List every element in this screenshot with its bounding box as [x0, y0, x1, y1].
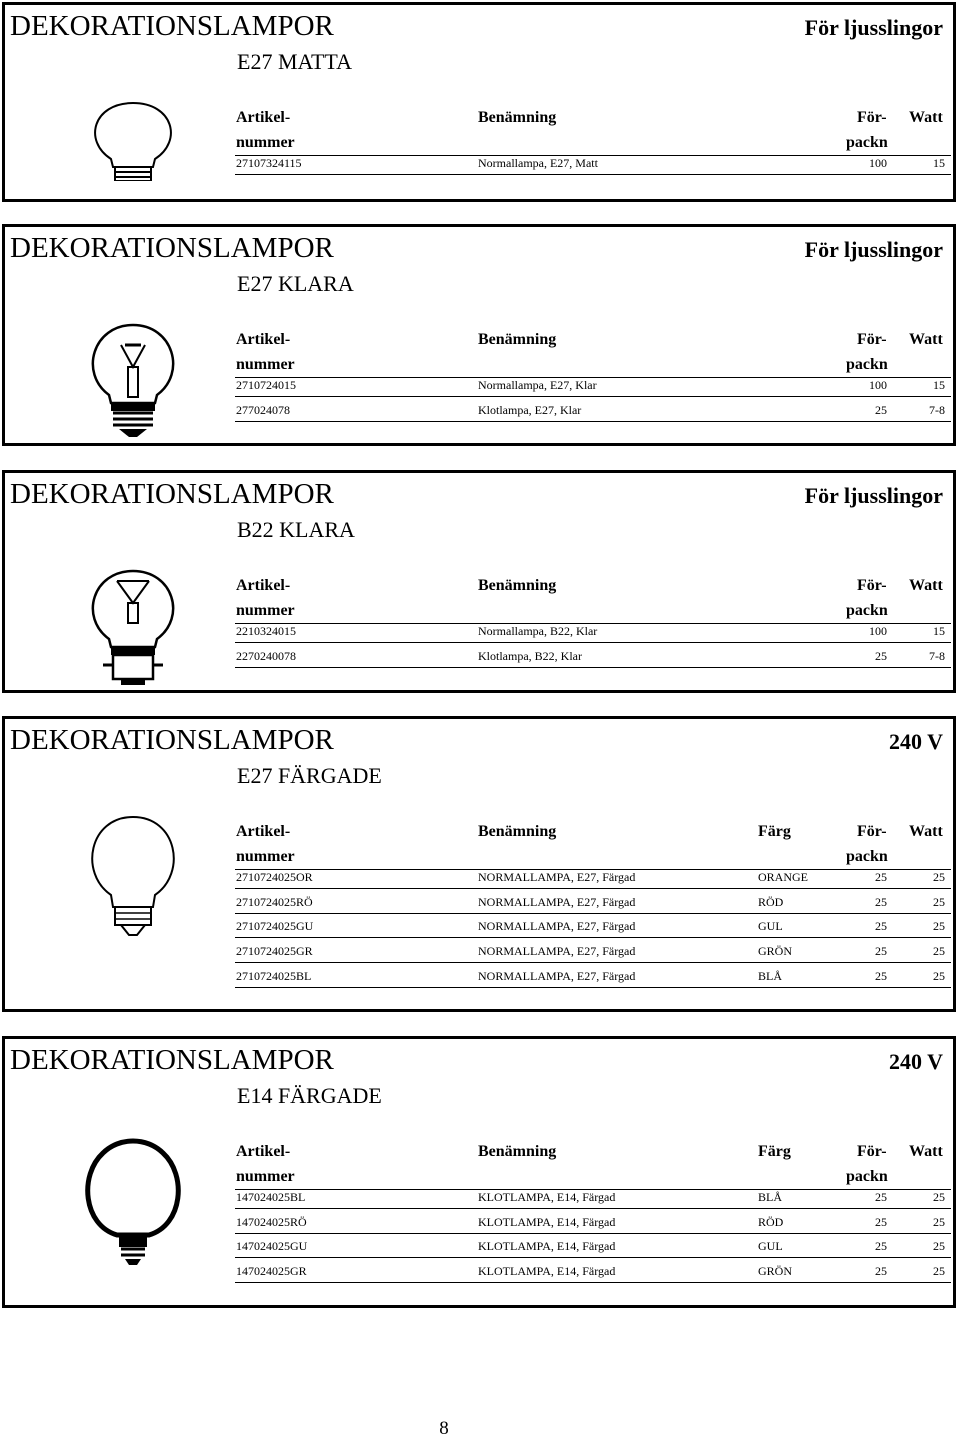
row-divider	[235, 888, 951, 889]
product-section	[2, 2, 956, 202]
table-cell-forpackning: 25	[875, 944, 887, 959]
table-cell-farg: BLÅ	[758, 968, 782, 983]
col-header-artikel: Artikel-	[236, 577, 291, 594]
col-header-watt: Watt	[909, 109, 943, 126]
product-section	[2, 224, 956, 446]
col-header-packn: packn	[846, 602, 888, 619]
col-header-for: För-	[857, 109, 887, 126]
table-cell-forpackning: 25	[875, 894, 887, 909]
section-subtitle: B22 KLARA	[237, 517, 355, 542]
row-divider	[235, 421, 951, 422]
row-divider	[235, 987, 951, 988]
col-header-for: För-	[857, 577, 887, 594]
col-header-watt: Watt	[909, 331, 943, 348]
table-cell-watt: 7-8	[929, 402, 945, 417]
clear-bulb-b22-icon	[73, 569, 193, 694]
table-cell-watt: 25	[933, 1239, 945, 1254]
col-header-packn: packn	[846, 134, 888, 151]
table-cell-watt: 25	[933, 944, 945, 959]
table-cell-benamning: Normallampa, B22, Klar	[478, 624, 598, 638]
table-cell-farg: ORANGE	[758, 870, 808, 884]
table-cell-artikelnummer: 27107324115	[236, 156, 302, 170]
table-cell-artikelnummer: 147024025BL	[236, 1190, 306, 1204]
col-header-for: För-	[857, 823, 887, 840]
section-voltage-note: För ljusslingor	[804, 237, 943, 262]
table-cell-benamning: Klotlampa, E27, Klar	[478, 402, 582, 417]
table-cell-artikelnummer: 2710724025OR	[236, 870, 313, 884]
table-cell-artikelnummer: 2270240078	[236, 648, 296, 663]
product-section	[2, 716, 956, 1012]
col-header-artikel: Artikel-	[236, 1143, 291, 1160]
col-header-for: För-	[857, 331, 887, 348]
col-header-for: För-	[857, 1143, 887, 1160]
col-header-watt: Watt	[909, 577, 943, 594]
section-voltage-note: För ljusslingor	[804, 483, 943, 508]
section-voltage-note: För ljusslingor	[804, 15, 943, 40]
table-cell-artikelnummer: 2710724025GR	[236, 944, 313, 959]
table-cell-forpackning: 25	[875, 1214, 887, 1229]
table-cell-benamning: KLOTLAMPA, E14, Färgad	[478, 1190, 616, 1204]
table-cell-watt: 15	[933, 378, 945, 392]
table-cell-artikelnummer: 2710724025BL	[236, 968, 312, 983]
table-cell-forpackning: 25	[875, 968, 887, 983]
table-cell-watt: 25	[933, 894, 945, 909]
table-cell-forpackning: 100	[869, 156, 887, 170]
section-title: DEKORATIONSLAMPOR	[10, 724, 334, 756]
table-cell-forpackning: 25	[875, 1190, 887, 1204]
col-header-benamning: Benämning	[478, 109, 557, 126]
col-header-nummer: nummer	[236, 1168, 295, 1185]
table-cell-watt: 25	[933, 1190, 945, 1204]
row-divider	[235, 913, 951, 914]
row-divider	[235, 1257, 951, 1258]
table-cell-benamning: NORMALLAMPA, E27, Färgad	[478, 944, 636, 959]
table-cell-artikelnummer: 2710724015	[236, 378, 296, 392]
table-cell-farg: GRÖN	[758, 1264, 793, 1279]
col-header-artikel: Artikel-	[236, 109, 291, 126]
section-voltage-note: 240 V	[889, 729, 943, 754]
table-cell-forpackning: 25	[875, 648, 887, 663]
table-cell-watt: 25	[933, 968, 945, 983]
row-divider	[235, 396, 951, 397]
table-cell-benamning: Normallampa, E27, Klar	[478, 378, 597, 392]
col-header-watt: Watt	[909, 1143, 943, 1160]
product-section	[2, 1036, 956, 1308]
row-divider	[235, 1208, 951, 1209]
row-divider	[235, 667, 951, 668]
row-divider	[235, 937, 951, 938]
table-cell-artikelnummer: 147024025RÖ	[236, 1214, 307, 1229]
row-divider	[235, 1282, 951, 1283]
table-cell-farg: GUL	[758, 1239, 783, 1254]
section-subtitle: E27 MATTA	[237, 49, 352, 74]
globe-bulb-e14-icon	[73, 1135, 193, 1270]
table-cell-watt: 25	[933, 919, 945, 934]
section-subtitle: E27 FÄRGADE	[237, 763, 382, 788]
table-cell-forpackning: 25	[875, 919, 887, 934]
table-cell-artikelnummer: 2210324015	[236, 624, 296, 638]
col-header-farg: Färg	[758, 1143, 791, 1160]
table-cell-watt: 15	[933, 156, 945, 170]
table-cell-watt: 25	[933, 870, 945, 884]
table-cell-forpackning: 100	[869, 378, 887, 392]
table-cell-benamning: NORMALLAMPA, E27, Färgad	[478, 968, 636, 983]
section-title: DEKORATIONSLAMPOR	[10, 1044, 334, 1076]
table-cell-benamning: KLOTLAMPA, E14, Färgad	[478, 1214, 616, 1229]
table-cell-benamning: Normallampa, E27, Matt	[478, 156, 598, 170]
col-header-benamning: Benämning	[478, 823, 557, 840]
row-divider	[235, 642, 951, 643]
table-cell-forpackning: 25	[875, 1264, 887, 1279]
table-cell-benamning: NORMALLAMPA, E27, Färgad	[478, 919, 636, 934]
section-title: DEKORATIONSLAMPOR	[10, 232, 334, 264]
row-divider	[235, 174, 951, 175]
col-header-nummer: nummer	[236, 848, 295, 865]
col-header-artikel: Artikel-	[236, 823, 291, 840]
col-header-benamning: Benämning	[478, 577, 557, 594]
col-header-nummer: nummer	[236, 134, 295, 151]
table-cell-watt: 25	[933, 1214, 945, 1229]
row-divider	[235, 1233, 951, 1234]
col-header-artikel: Artikel-	[236, 331, 291, 348]
table-cell-farg: GRÖN	[758, 944, 793, 959]
col-header-farg: Färg	[758, 823, 791, 840]
table-cell-artikelnummer: 147024025GU	[236, 1239, 308, 1254]
table-cell-forpackning: 25	[875, 402, 887, 417]
table-cell-forpackning: 25	[875, 1239, 887, 1254]
col-header-watt: Watt	[909, 823, 943, 840]
col-header-benamning: Benämning	[478, 331, 557, 348]
table-cell-farg: BLÅ	[758, 1190, 782, 1204]
table-cell-farg: RÖD	[758, 1214, 784, 1229]
section-title: DEKORATIONSLAMPOR	[10, 478, 334, 510]
table-cell-benamning: NORMALLAMPA, E27, Färgad	[478, 894, 636, 909]
table-cell-farg: RÖD	[758, 894, 784, 909]
page-number: 8	[439, 1418, 449, 1439]
frosted-bulb-e27-icon	[73, 101, 193, 186]
table-cell-watt: 25	[933, 1264, 945, 1279]
col-header-packn: packn	[846, 1168, 888, 1185]
col-header-benamning: Benämning	[478, 1143, 557, 1160]
section-subtitle: E14 FÄRGADE	[237, 1083, 382, 1108]
col-header-nummer: nummer	[236, 602, 295, 619]
table-cell-watt: 15	[933, 624, 945, 638]
row-divider	[235, 962, 951, 963]
section-subtitle: E27 KLARA	[237, 271, 354, 296]
col-header-packn: packn	[846, 356, 888, 373]
table-cell-artikelnummer: 2710724025GU	[236, 919, 314, 934]
table-cell-benamning: NORMALLAMPA, E27, Färgad	[478, 870, 636, 884]
table-cell-artikelnummer: 147024025GR	[236, 1264, 307, 1279]
section-title: DEKORATIONSLAMPOR	[10, 10, 334, 42]
section-voltage-note: 240 V	[889, 1049, 943, 1074]
table-cell-benamning: KLOTLAMPA, E14, Färgad	[478, 1239, 616, 1254]
table-cell-forpackning: 25	[875, 870, 887, 884]
table-cell-forpackning: 100	[869, 624, 887, 638]
clear-bulb-e27-icon	[73, 323, 193, 448]
table-cell-artikelnummer: 277024078	[236, 402, 290, 417]
col-header-nummer: nummer	[236, 356, 295, 373]
product-section	[2, 470, 956, 693]
table-cell-watt: 7-8	[929, 648, 945, 663]
table-cell-benamning: Klotlampa, B22, Klar	[478, 648, 582, 663]
colored-bulb-e27-icon	[73, 815, 193, 950]
table-cell-artikelnummer: 2710724025RÖ	[236, 894, 313, 909]
table-cell-benamning: KLOTLAMPA, E14, Färgad	[478, 1264, 616, 1279]
table-cell-farg: GUL	[758, 919, 783, 934]
col-header-packn: packn	[846, 848, 888, 865]
